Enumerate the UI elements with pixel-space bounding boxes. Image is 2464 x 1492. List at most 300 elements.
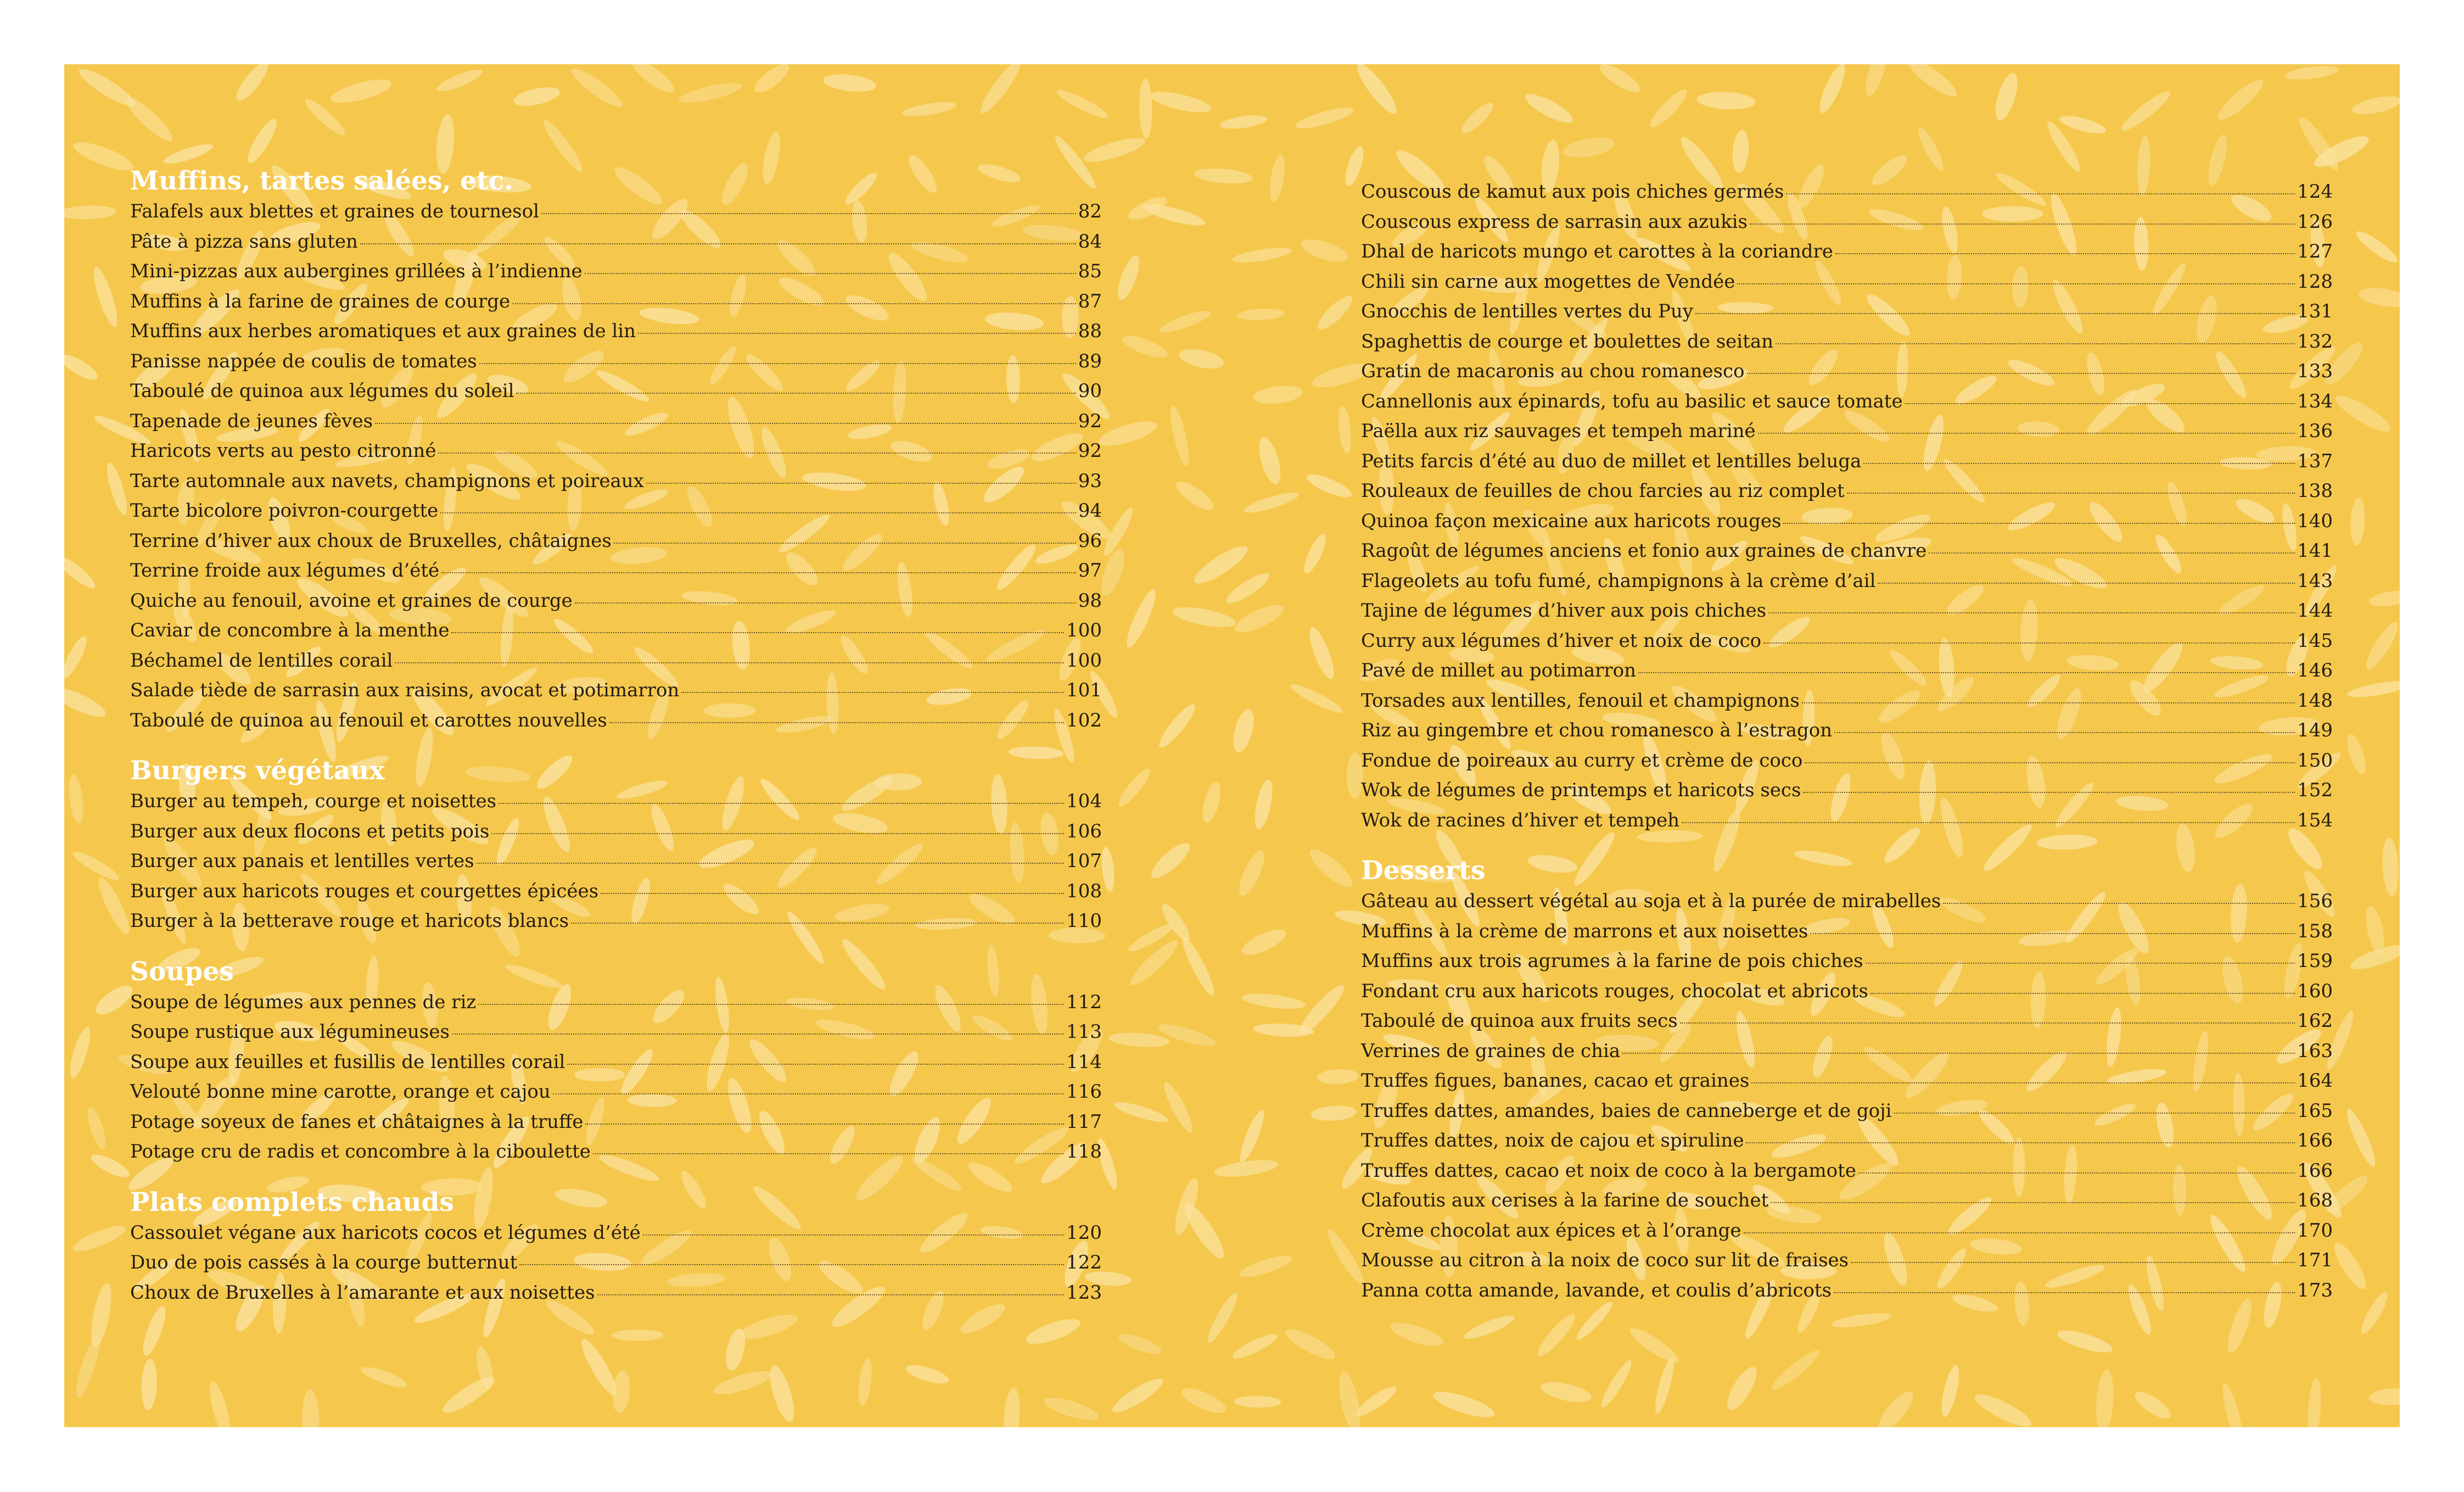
dot-leader [395, 662, 1064, 663]
toc-entry [1361, 387, 2333, 417]
seed-shape [1194, 166, 1253, 186]
recipe-title: Pâte à pizza sans gluten [130, 230, 358, 253]
seed-shape [611, 1370, 632, 1413]
seed-shape [163, 141, 215, 167]
toc-entry [1361, 356, 2333, 387]
dot-leader [1750, 223, 2295, 225]
recipe-title: Clafoutis aux cerises à la farine de souchet [1361, 1189, 1769, 1211]
page-number: 106 [1066, 820, 1102, 842]
recipe-title: Muffins aux herbes aromatiques et aux graines de lin [130, 320, 636, 342]
seed-shape [1219, 113, 1268, 131]
toc-entry [130, 1137, 1102, 1167]
dot-leader [681, 692, 1064, 693]
recipe-title: Tajine de légumes d’hiver aux pois chiches [1361, 600, 1767, 622]
toc-entry [1361, 656, 2333, 686]
seed-shape [1305, 625, 1339, 682]
dot-leader [1695, 313, 2295, 314]
toc-entry [1361, 566, 2333, 596]
toc-entry [1361, 1156, 2333, 1186]
dot-leader [1758, 433, 2295, 434]
recipe-title: Gratin de macaronis au chou romanesco [1361, 360, 1745, 382]
recipe-title: Muffins à la crème de marrons et aux noisettes [1361, 920, 1808, 942]
seed-shape [1298, 235, 1351, 266]
seed-shape [1199, 780, 1224, 824]
seed-shape [2357, 1289, 2392, 1337]
seed-shape [1304, 470, 1354, 502]
seed-shape [2055, 1326, 2114, 1357]
seed-shape [2214, 75, 2268, 125]
seed-shape [904, 1361, 951, 1387]
dot-leader [1834, 1292, 2295, 1293]
seed-shape [1082, 133, 1147, 167]
recipe-title: Caviar de concombre à la menthe [130, 619, 450, 641]
recipe-title: Salade tiède de sarrasin aux raisins, avocat et potimarron [130, 679, 680, 701]
toc-section [130, 1187, 1102, 1308]
dot-leader [585, 273, 1076, 274]
recipe-title: Couscous express de sarrasin aux azukis [1361, 210, 1748, 233]
toc-entry [1361, 536, 2333, 566]
recipe-title: Wok de racines d’hiver et tempeh [1361, 809, 1680, 831]
seed-shape [1234, 847, 1269, 899]
seed-shape [1768, 1346, 1823, 1394]
toc-entry [130, 316, 1102, 347]
dot-leader [1776, 343, 2295, 344]
toc-entry [1361, 1186, 2333, 1216]
page-number: 156 [2297, 890, 2333, 912]
seed-shape [1157, 901, 1194, 945]
page-number: 84 [1078, 230, 1102, 253]
seed-shape [1167, 404, 1192, 468]
toc-entry [130, 1047, 1102, 1077]
toc-entry [130, 287, 1102, 317]
seed-shape [66, 774, 86, 824]
seed-shape [1002, 1387, 1022, 1427]
recipe-title: Taboulé de quinoa au fenouil et carottes nouvelles [130, 709, 607, 731]
toc-entry [130, 616, 1102, 646]
recipe-title: Truffes dattes, cacao et noix de coco à la bergamote [1361, 1159, 1856, 1182]
seed-shape [1991, 71, 2022, 123]
toc-entry [130, 817, 1102, 847]
page-number: 127 [2297, 241, 2333, 262]
toc-entry [1361, 775, 2333, 806]
toc-entry [1361, 416, 2333, 446]
recipe-title: Burger au tempeh, courge et noisettes [130, 790, 497, 812]
page-number: 162 [2297, 1010, 2333, 1032]
dot-leader [440, 512, 1076, 513]
page-number: 114 [1066, 1050, 1102, 1073]
page-number: 90 [1078, 380, 1102, 402]
seed-shape [1122, 587, 1161, 650]
dot-leader [451, 632, 1064, 633]
dot-leader [375, 423, 1076, 424]
seed-shape [1562, 135, 1616, 161]
toc-entry [130, 376, 1102, 406]
recipe-title: Cassoulet végane aux haricots cocos et légumes d’été [130, 1221, 641, 1244]
dot-leader [1737, 283, 2295, 284]
recipe-title: Terrine d’hiver aux choux de Bruxelles, châtaignes [130, 529, 612, 552]
dot-leader [478, 1004, 1064, 1005]
seed-shape [1231, 600, 1287, 638]
section-title: Burgers végétaux [130, 756, 385, 786]
toc-entry [130, 675, 1102, 706]
seed-shape [711, 1366, 774, 1399]
page-number: 144 [2297, 600, 2333, 622]
recipe-title: Cannellonis aux épinards, tofu au basilic et sauce tomate [1361, 390, 1903, 412]
seed-shape [1317, 1068, 1359, 1085]
page-number: 102 [1066, 709, 1102, 731]
dot-leader [1894, 1113, 2295, 1114]
page-number: 173 [2297, 1279, 2333, 1301]
section-title: Soupes [130, 956, 234, 987]
recipe-title: Gnocchis de lentilles vertes du Puy [1361, 300, 1693, 322]
toc-section [1361, 856, 2333, 1305]
recipe-title: Tarte automnale aux navets, champignons et poireaux [130, 470, 644, 492]
seed-shape [1696, 91, 1756, 111]
page-number: 92 [1078, 440, 1102, 462]
dot-leader [479, 363, 1076, 364]
toc-entry [1361, 1096, 2333, 1126]
toc-entry [1361, 806, 2333, 836]
recipe-title: Soupe aux feuilles et fusillis de lentilles corail [130, 1050, 565, 1073]
dot-leader [1851, 1262, 2295, 1263]
seed-shape [612, 1329, 663, 1340]
dot-leader [516, 393, 1076, 394]
toc-entry [1361, 886, 2333, 917]
dot-leader [571, 923, 1064, 924]
toc-entry [1361, 177, 2333, 207]
recipe-title: Flageolets au tofu fumé, champignons à la crème d’ail [1361, 569, 1876, 592]
page-number: 123 [1066, 1281, 1102, 1304]
page-number: 118 [1066, 1141, 1102, 1163]
seed-shape [2343, 732, 2369, 777]
seed-shape [1352, 64, 1401, 118]
dot-leader [575, 602, 1076, 603]
page-number: 133 [2297, 360, 2333, 382]
seed-shape [2368, 1387, 2400, 1406]
seed-shape [1300, 532, 1330, 576]
seed-shape [856, 1358, 874, 1407]
toc-entry [130, 1218, 1102, 1248]
seed-shape [1914, 125, 1947, 173]
seed-shape [1230, 1330, 1280, 1362]
seed-shape [1237, 308, 1285, 321]
seed-shape [1252, 383, 1303, 406]
dot-leader [1744, 1232, 2295, 1233]
seed-shape [64, 552, 99, 593]
seed-shape [2131, 1387, 2175, 1423]
page-number: 141 [2297, 540, 2333, 562]
recipe-title: Soupe rustique aux légumineuses [130, 1021, 450, 1043]
dot-leader [1751, 1082, 2295, 1083]
seed-shape [1213, 1157, 1280, 1180]
toc-entry [130, 1017, 1102, 1047]
seed-shape [1223, 569, 1273, 608]
page-number: 138 [2297, 480, 2333, 502]
seed-shape [2343, 1107, 2380, 1170]
toc-entry-list [130, 987, 1102, 1167]
seed-shape [1313, 292, 1357, 334]
recipe-title: Muffins aux trois agrumes à la farine de pois chiches [1361, 950, 1863, 972]
page-number: 104 [1066, 790, 1102, 812]
seed-shape [2284, 64, 2339, 82]
seed-shape [1178, 934, 1218, 998]
dot-leader [1863, 463, 2295, 464]
seed-shape [2329, 1239, 2371, 1293]
toc-entry [1361, 626, 2333, 656]
dot-leader [1638, 672, 2295, 673]
seed-shape [1160, 1080, 1197, 1136]
recipe-title: Velouté bonne mine carotte, orange et cajou [130, 1081, 551, 1103]
toc-entry [130, 906, 1102, 936]
seed-shape [1119, 332, 1170, 362]
toc-entry [1361, 1036, 2333, 1066]
seed-shape [1305, 844, 1357, 892]
toc-entry [130, 347, 1102, 377]
dot-leader [597, 1294, 1065, 1295]
dot-leader [646, 483, 1076, 484]
seed-shape [1179, 1199, 1230, 1264]
seed-shape [1267, 154, 1287, 203]
page-number: 97 [1078, 560, 1102, 582]
seed-shape [1115, 765, 1154, 810]
toc-entry [130, 1107, 1102, 1137]
seed-shape [1626, 1323, 1682, 1368]
dot-leader [614, 543, 1076, 544]
page-number: 159 [2297, 950, 2333, 972]
toc-entry [1361, 1276, 2333, 1306]
dot-leader [1858, 1172, 2295, 1174]
toc-entry [1361, 1126, 2333, 1156]
seed-shape [84, 1105, 109, 1150]
dot-leader [1803, 792, 2295, 793]
dot-leader [499, 803, 1064, 804]
dot-leader [512, 303, 1076, 304]
dot-leader [1771, 1202, 2295, 1203]
recipe-title: Burger à la betterave rouge et haricots blancs [130, 910, 569, 932]
seed-shape [70, 1221, 128, 1256]
recipe-title: Taboulé de quinoa aux légumes du soleil [130, 380, 514, 402]
recipe-title: Couscous de kamut aux pois chiches germés [1361, 181, 1784, 203]
dot-leader [1746, 1142, 2295, 1143]
seed-shape [1231, 245, 1292, 266]
toc-entry [1361, 1216, 2333, 1246]
seed-shape [1239, 924, 1290, 960]
dot-leader [441, 572, 1076, 573]
page-number: 110 [1066, 910, 1102, 932]
seed-shape [512, 84, 562, 109]
book-spread [64, 64, 2400, 1427]
section-title: Desserts [1361, 856, 1486, 886]
recipe-title: Riz au gingembre et chou romanesco à l’estragon [1361, 719, 1833, 741]
seed-shape [70, 848, 122, 885]
right-page-column [1361, 177, 2333, 1326]
page-number: 89 [1078, 350, 1102, 372]
toc-entry [130, 197, 1102, 227]
recipe-title: Tapenade de jeunes fèves [130, 410, 373, 432]
toc-entry [1361, 1245, 2333, 1276]
recipe-title: Truffes dattes, noix de cajou et spiruline [1361, 1130, 1744, 1152]
seed-shape [1904, 64, 1961, 102]
page-number: 112 [1066, 991, 1102, 1013]
seed-shape [1229, 707, 1257, 755]
recipe-title: Fondue de poireaux au curry et crème de coco [1361, 749, 1803, 772]
dot-leader [1929, 552, 2295, 554]
dot-leader [1747, 373, 2295, 374]
seed-shape [72, 1333, 104, 1399]
recipe-title: Dhal de haricots mungo et carottes à la coriandre [1361, 241, 1833, 262]
seed-shape [1289, 680, 1345, 717]
recipe-title: Burger aux panais et lentilles vertes [130, 850, 474, 872]
recipe-title: Mousse au citron à la noix de coco sur lit de fraises [1361, 1249, 1849, 1271]
seed-shape [2095, 1369, 2115, 1427]
seed-shape [1112, 1098, 1169, 1126]
seed-shape [1100, 846, 1116, 892]
toc-entry-list [130, 786, 1102, 936]
toc-entry [1361, 297, 2333, 327]
toc-entry [1361, 237, 2333, 267]
page-number: 100 [1066, 619, 1102, 641]
seed-shape [121, 92, 177, 146]
page-number: 82 [1078, 200, 1102, 222]
seed-shape [568, 64, 626, 112]
recipe-title: Ragoût de légumes anciens et fonio aux graines de chanvre [1361, 540, 1927, 562]
seed-shape [2058, 113, 2108, 137]
seed-shape [1646, 86, 1691, 131]
seed-shape [765, 1363, 799, 1424]
recipe-title: Tarte bicolore poivron-courgette [130, 500, 439, 522]
seed-shape [1203, 1290, 1241, 1345]
toc-entry [130, 256, 1102, 287]
page-number: 108 [1066, 880, 1102, 902]
toc-entry [1361, 596, 2333, 626]
seed-shape [66, 1025, 94, 1080]
recipe-title: Torsades aux lentilles, fenouil et champignons [1361, 689, 1800, 712]
dot-leader [1783, 523, 2295, 524]
toc-entry [1361, 976, 2333, 1007]
toc-entry [130, 1248, 1102, 1278]
recipe-title: Taboulé de quinoa aux fruits secs [1361, 1010, 1678, 1032]
page-number: 170 [2297, 1219, 2333, 1242]
dot-leader [1622, 1053, 2295, 1054]
seed-shape [1113, 253, 1143, 303]
toc-entry [1361, 716, 2333, 746]
recipe-title: Panisse nappée de coulis de tomates [130, 350, 477, 372]
dot-leader [585, 1124, 1064, 1125]
toc-section [130, 166, 1102, 735]
page-number: 88 [1078, 320, 1102, 342]
toc-entry [130, 496, 1102, 526]
recipe-title: Muffins à la farine de graines de courge [130, 290, 511, 312]
toc-entry [1361, 446, 2333, 477]
seed-shape [2353, 227, 2400, 267]
section-title: Muffins, tartes salées, etc. [130, 166, 513, 196]
dot-leader [1905, 403, 2295, 404]
recipe-title: Crème chocolat aux épices et à l’orange [1361, 1219, 1741, 1242]
dot-leader [553, 1093, 1064, 1094]
toc-entry [1361, 1066, 2333, 1096]
dot-leader [1834, 732, 2295, 733]
recipe-title: Burger aux haricots rouges et courgettes épicées [130, 880, 599, 902]
seed-shape [1815, 64, 1850, 116]
seed-shape [1873, 1387, 1918, 1427]
seed-shape [1539, 1378, 1593, 1406]
page-number: 85 [1078, 260, 1102, 282]
seed-shape [1190, 540, 1252, 589]
toc-entry [130, 406, 1102, 437]
seed-shape [751, 64, 793, 97]
recipe-title: Mini-pizzas aux aubergines grillées à l’indienne [130, 260, 583, 282]
recipe-title: Potage cru de radis et concombre à la ciboulette [130, 1141, 591, 1163]
page-number: 116 [1066, 1081, 1102, 1103]
recipe-title: Chili sin carne aux mogettes de Vendée [1361, 270, 1735, 293]
seed-shape [1598, 1357, 1635, 1410]
page-number: 96 [1078, 529, 1102, 552]
seed-shape [1149, 87, 1213, 116]
toc-entry-list [1361, 886, 2333, 1305]
dot-leader [601, 893, 1064, 894]
seed-shape [88, 1150, 132, 1182]
page-number: 131 [2297, 300, 2333, 322]
page-number: 137 [2297, 450, 2333, 472]
page-number: 128 [2297, 270, 2333, 293]
page-number: 94 [1078, 500, 1102, 522]
recipe-title: Béchamel de lentilles corail [130, 649, 393, 672]
toc-entry [1361, 917, 2333, 947]
recipe-title: Soupe de légumes aux pennes de riz [130, 991, 477, 1013]
seed-shape [1293, 104, 1356, 133]
recipe-title: Terrine froide aux légumes d’été [130, 560, 440, 582]
seed-shape [329, 75, 394, 108]
dot-leader [360, 243, 1076, 244]
seed-shape [1431, 1387, 1497, 1422]
toc-entry [1361, 327, 2333, 357]
toc-entry [130, 526, 1102, 556]
seed-shape [1156, 1020, 1218, 1050]
page-number: 164 [2297, 1070, 2333, 1092]
toc-entry [130, 987, 1102, 1018]
page-number: 100 [1066, 649, 1102, 672]
page-number: 132 [2297, 330, 2333, 353]
page-number: 117 [1066, 1110, 1102, 1133]
seed-shape [2331, 390, 2394, 437]
seed-shape [206, 1379, 234, 1427]
recipe-title: Haricots verts au pesto citronné [130, 440, 436, 462]
dot-leader [1768, 612, 2295, 613]
dot-leader [1805, 762, 2295, 763]
seed-shape [1251, 778, 1275, 831]
seed-shape [2219, 1382, 2247, 1427]
toc-entry [1361, 1006, 2333, 1036]
toc-entry [130, 466, 1102, 496]
dot-leader [438, 452, 1076, 454]
recipe-title: Quiche au fenouil, avoine et graines de courge [130, 589, 573, 612]
seed-shape [628, 64, 678, 98]
toc-entry-list [1361, 177, 2333, 835]
toc-entry [1361, 267, 2333, 297]
seed-shape [1335, 1370, 1364, 1427]
seed-shape [301, 1389, 320, 1427]
dot-leader [567, 1064, 1064, 1065]
toc-entry [130, 586, 1102, 616]
page-number: 165 [2297, 1099, 2333, 1122]
seed-shape [2347, 678, 2400, 701]
recipe-title: Quinoa façon mexicaine aux haricots rouges [1361, 510, 1782, 532]
recipe-title: Spaghettis de courge et boulettes de seitan [1361, 330, 1774, 353]
dot-leader [541, 213, 1076, 214]
seed-shape [822, 71, 877, 94]
seed-shape [70, 137, 136, 176]
toc-section [1361, 177, 2333, 835]
